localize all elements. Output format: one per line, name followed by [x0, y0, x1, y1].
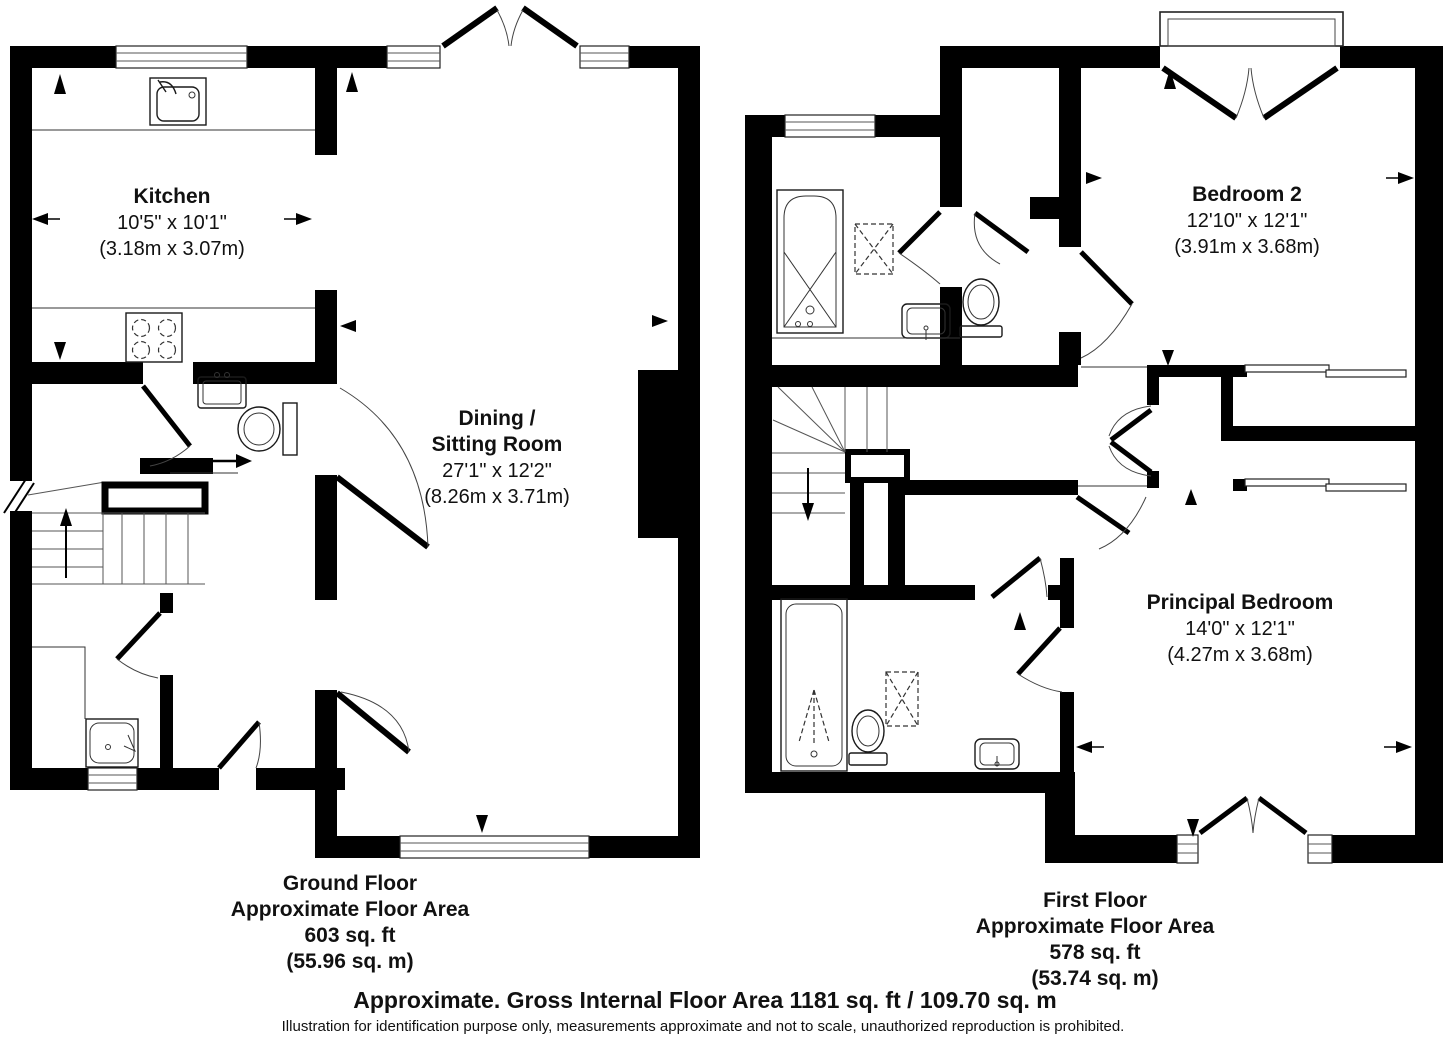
door — [1018, 628, 1062, 692]
french-door — [443, 8, 577, 46]
first-floor-area-caption: Approximate Floor Area — [975, 915, 1215, 938]
cupboard-doors — [1109, 406, 1151, 476]
door — [1077, 497, 1146, 549]
window — [1308, 835, 1332, 863]
first-floor-plan — [745, 12, 1443, 863]
bedroom2-size-metric: (3.91m x 3.68m) — [1174, 236, 1320, 258]
french-door — [1200, 798, 1306, 833]
shower-sink-icon — [975, 739, 1019, 769]
disclaimer-line: Illustration for identification purpose only, measurements approximate and not to scale, unauthorized reproduction is prohibited. — [281, 1018, 1125, 1035]
ground-floor-plan — [4, 8, 700, 858]
dining-size-metric: (8.26m x 3.71m) — [424, 486, 570, 508]
toilet-icon — [960, 279, 1002, 337]
window — [88, 768, 137, 790]
door — [974, 213, 1028, 264]
window — [387, 46, 440, 68]
dining-label-line2: Sitting Room — [431, 433, 563, 456]
kitchen-sink-icon — [150, 78, 206, 125]
principal-bedroom-size-metric: (4.27m x 3.68m) — [1167, 644, 1313, 666]
french-door — [1163, 68, 1337, 118]
ground-floor-area-caption: Approximate Floor Area — [230, 898, 470, 921]
toilet-icon — [849, 710, 887, 765]
ground-floor-area-m: (55.96 sq. m) — [286, 950, 414, 973]
ground-floor-footer — [231, 872, 470, 973]
juliet-balcony-icon — [1160, 12, 1343, 46]
first-floor-windows — [785, 115, 1406, 863]
window — [580, 46, 629, 68]
window — [785, 115, 875, 137]
kitchen-size-imperial: 10'5" x 10'1" — [117, 212, 227, 234]
ground-floor-doors — [117, 8, 577, 768]
staircase — [772, 387, 907, 521]
ground-floor-walls — [10, 46, 700, 858]
staircase — [32, 485, 205, 584]
shower-tray-icon — [86, 719, 138, 767]
first-floor-area-m: (53.74 sq. m) — [1031, 967, 1159, 990]
window — [1245, 479, 1406, 491]
door — [1081, 252, 1132, 358]
door — [899, 212, 940, 284]
dining-size-imperial: 27'1" x 12'2" — [442, 460, 552, 482]
gross-area-line: Approximate. Gross Internal Floor Area 1181 sq. ft / 109.70 sq. m — [353, 987, 1057, 1013]
skylight-icon — [886, 672, 918, 726]
first-floor-area-ft: 578 sq. ft — [1049, 941, 1141, 964]
door — [337, 692, 409, 752]
principal-bedroom-label: Principal Bedroom — [1146, 591, 1334, 614]
skylight-icon — [855, 224, 893, 274]
shower-step-line — [32, 647, 85, 719]
window — [116, 46, 247, 68]
ground-floor-title: Ground Floor — [282, 872, 418, 895]
bath-icon — [777, 190, 843, 333]
shower-tray-icon — [781, 599, 847, 771]
principal-bedroom-size-imperial: 14'0" x 12'1" — [1185, 618, 1295, 640]
ground-floor-area-ft: 603 sq. ft — [304, 924, 396, 947]
door — [219, 722, 260, 768]
door — [143, 386, 190, 466]
bedroom2-size-imperial: 12'10" x 12'1" — [1186, 210, 1308, 232]
first-floor-footer — [976, 889, 1215, 990]
door — [337, 388, 428, 547]
bedroom2-label: Bedroom 2 — [1192, 183, 1302, 206]
window — [400, 836, 589, 858]
dining-label-line1: Dining / — [458, 407, 536, 430]
door — [117, 613, 160, 678]
hob-icon — [126, 313, 182, 362]
kitchen-size-metric: (3.18m x 3.07m) — [99, 238, 245, 260]
toilet-icon — [238, 403, 297, 455]
window — [1245, 365, 1406, 377]
first-floor-title: First Floor — [1043, 889, 1147, 912]
kitchen-label: Kitchen — [133, 185, 211, 208]
door — [992, 558, 1047, 597]
window — [1177, 835, 1198, 863]
